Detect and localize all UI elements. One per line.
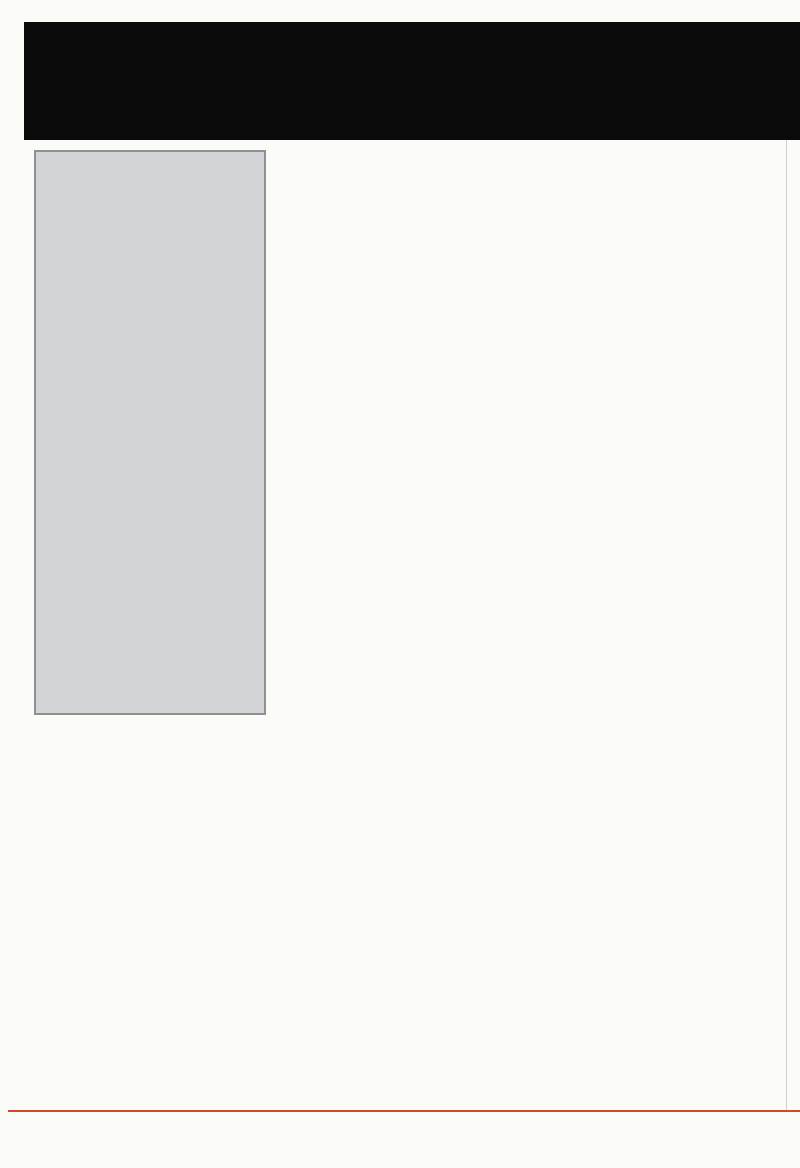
intro-body	[59, 192, 259, 208]
player-bio	[558, 180, 780, 210]
player-bio	[558, 566, 780, 596]
player-bio	[558, 372, 780, 402]
player-bio	[558, 934, 780, 964]
player-bio	[303, 695, 523, 725]
player-bio	[300, 906, 523, 936]
header-band	[24, 22, 800, 140]
player-bio	[558, 758, 780, 788]
player-bio	[300, 488, 523, 518]
player-bio	[48, 774, 268, 804]
intro-box	[34, 150, 266, 715]
footer-divider	[8, 1110, 800, 1112]
page-edge	[786, 140, 800, 1110]
club-crest-icon	[48, 732, 98, 780]
player-bio	[296, 278, 523, 308]
player-bio	[48, 981, 268, 1011]
